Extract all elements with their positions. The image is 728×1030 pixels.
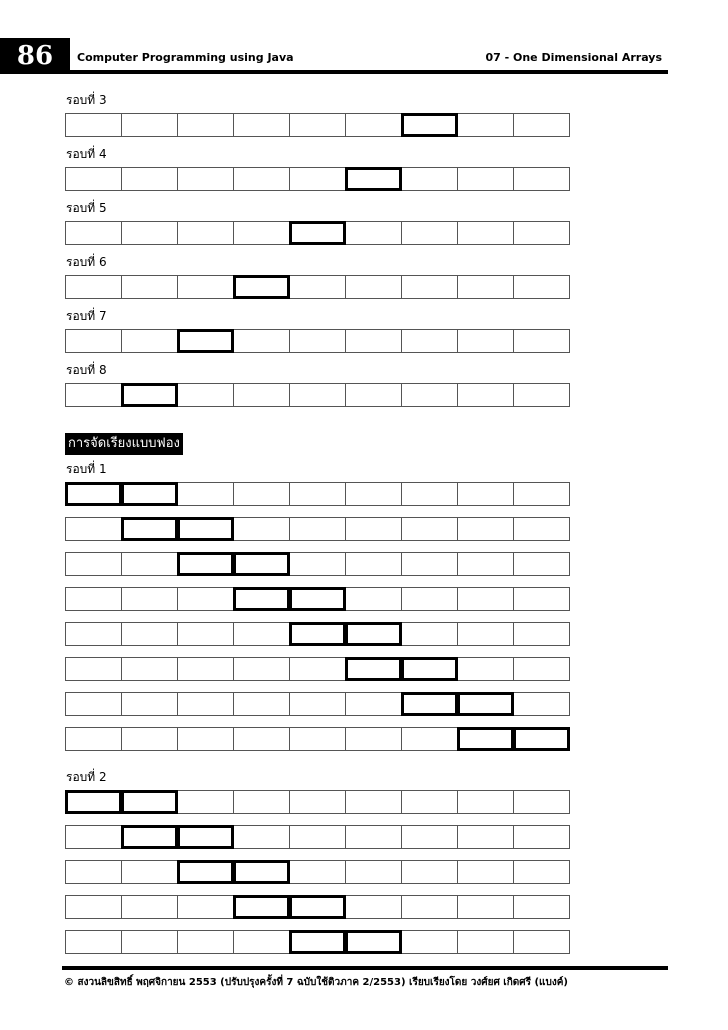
array-cell bbox=[457, 482, 514, 506]
array-cell-highlighted bbox=[457, 727, 514, 751]
array-cell bbox=[401, 517, 458, 541]
array-cell bbox=[457, 383, 514, 407]
array-cell-highlighted bbox=[345, 622, 402, 646]
array-row bbox=[65, 552, 570, 576]
array-cell bbox=[457, 622, 514, 646]
array-cell-highlighted bbox=[289, 221, 346, 245]
array-cell bbox=[121, 930, 178, 954]
array-cell bbox=[233, 383, 290, 407]
array-cell bbox=[345, 113, 402, 137]
array-cell-highlighted bbox=[121, 517, 178, 541]
round-label: รอบที่ 1 bbox=[66, 462, 107, 476]
array-cell bbox=[289, 517, 346, 541]
array-cell bbox=[177, 167, 234, 191]
array-cell bbox=[65, 587, 122, 611]
array-cell bbox=[345, 860, 402, 884]
array-cell bbox=[401, 275, 458, 299]
array-cell bbox=[65, 221, 122, 245]
array-cell bbox=[457, 825, 514, 849]
array-row bbox=[65, 930, 570, 954]
array-cell bbox=[233, 692, 290, 716]
array-cell bbox=[289, 825, 346, 849]
round-label: รอบที่ 6 bbox=[66, 255, 107, 269]
array-cell bbox=[233, 622, 290, 646]
array-cell bbox=[345, 825, 402, 849]
array-cell bbox=[289, 657, 346, 681]
array-row bbox=[65, 622, 570, 646]
array-cell bbox=[457, 860, 514, 884]
array-cell bbox=[65, 113, 122, 137]
array-cell bbox=[513, 825, 570, 849]
round-label: รอบที่ 4 bbox=[66, 147, 107, 161]
array-cell-highlighted bbox=[177, 860, 234, 884]
array-cell bbox=[345, 329, 402, 353]
array-row bbox=[65, 517, 570, 541]
array-cell bbox=[401, 221, 458, 245]
array-cell bbox=[177, 727, 234, 751]
array-cell bbox=[233, 727, 290, 751]
array-cell bbox=[121, 895, 178, 919]
round-label: รอบที่ 8 bbox=[66, 363, 107, 377]
array-cell-highlighted bbox=[177, 517, 234, 541]
array-cell bbox=[121, 657, 178, 681]
array-cell-highlighted bbox=[233, 895, 290, 919]
array-cell bbox=[401, 895, 458, 919]
array-cell bbox=[401, 790, 458, 814]
array-cell bbox=[513, 622, 570, 646]
array-cell bbox=[401, 825, 458, 849]
array-cell bbox=[513, 482, 570, 506]
header-rule bbox=[70, 70, 668, 74]
array-cell bbox=[177, 895, 234, 919]
array-cell bbox=[121, 221, 178, 245]
array-cell bbox=[513, 383, 570, 407]
array-cell bbox=[513, 692, 570, 716]
array-cell-highlighted bbox=[289, 587, 346, 611]
array-cell bbox=[289, 860, 346, 884]
array-cell bbox=[401, 727, 458, 751]
array-cell bbox=[121, 622, 178, 646]
array-row bbox=[65, 275, 570, 299]
array-cell bbox=[457, 895, 514, 919]
array-cell-highlighted bbox=[121, 825, 178, 849]
array-cell bbox=[65, 329, 122, 353]
array-cell-highlighted bbox=[289, 895, 346, 919]
array-cell bbox=[457, 113, 514, 137]
array-cell bbox=[177, 930, 234, 954]
array-row bbox=[65, 221, 570, 245]
array-cell-highlighted bbox=[401, 692, 458, 716]
array-cell bbox=[65, 692, 122, 716]
array-cell bbox=[289, 790, 346, 814]
footer-rule bbox=[62, 966, 668, 970]
header-chapter-title: 07 - One Dimensional Arrays bbox=[485, 51, 662, 64]
round-label: รอบที่ 7 bbox=[66, 309, 107, 323]
array-cell bbox=[457, 517, 514, 541]
array-cell bbox=[233, 517, 290, 541]
array-cell bbox=[233, 825, 290, 849]
array-cell bbox=[401, 329, 458, 353]
array-cell-highlighted bbox=[233, 275, 290, 299]
array-cell-highlighted bbox=[233, 587, 290, 611]
array-cell bbox=[345, 383, 402, 407]
array-cell bbox=[457, 552, 514, 576]
array-cell bbox=[233, 329, 290, 353]
array-cell bbox=[233, 930, 290, 954]
array-cell bbox=[177, 622, 234, 646]
array-cell bbox=[65, 860, 122, 884]
array-cell bbox=[513, 167, 570, 191]
array-cell bbox=[177, 275, 234, 299]
array-cell-highlighted bbox=[65, 482, 122, 506]
array-cell bbox=[65, 930, 122, 954]
array-cell-highlighted bbox=[513, 727, 570, 751]
array-cell bbox=[457, 167, 514, 191]
array-cell bbox=[345, 727, 402, 751]
array-cell bbox=[233, 482, 290, 506]
array-cell bbox=[289, 482, 346, 506]
array-cell bbox=[65, 895, 122, 919]
array-cell bbox=[289, 329, 346, 353]
array-row bbox=[65, 329, 570, 353]
array-cell bbox=[401, 622, 458, 646]
array-cell bbox=[65, 517, 122, 541]
array-cell bbox=[513, 275, 570, 299]
array-cell bbox=[121, 552, 178, 576]
array-cell bbox=[345, 221, 402, 245]
array-cell bbox=[345, 790, 402, 814]
array-cell bbox=[177, 113, 234, 137]
array-cell bbox=[289, 275, 346, 299]
array-row bbox=[65, 383, 570, 407]
array-cell bbox=[177, 587, 234, 611]
array-cell bbox=[233, 657, 290, 681]
array-cell-highlighted bbox=[233, 860, 290, 884]
array-cell bbox=[289, 727, 346, 751]
array-cell bbox=[513, 221, 570, 245]
round-label: รอบที่ 3 bbox=[66, 93, 107, 107]
footer-copyright: © สงวนลิขสิทธิ์ พฤศจิกายน 2553 (ปรับปรุงครั้งที่ 7 ฉบับใช้ติวภาค 2/2553) เรียบเรียงโดย วงศ์ยศ เกิดศรี (แบงค์) bbox=[64, 977, 568, 988]
array-cell bbox=[513, 552, 570, 576]
array-cell-highlighted bbox=[401, 113, 458, 137]
array-cell bbox=[345, 692, 402, 716]
array-cell bbox=[177, 657, 234, 681]
array-cell bbox=[121, 587, 178, 611]
array-cell bbox=[289, 552, 346, 576]
array-cell bbox=[513, 587, 570, 611]
round-label: รอบที่ 5 bbox=[66, 201, 107, 215]
array-cell-highlighted bbox=[177, 329, 234, 353]
array-row bbox=[65, 860, 570, 884]
array-cell-highlighted bbox=[345, 930, 402, 954]
array-cell bbox=[401, 167, 458, 191]
array-cell-highlighted bbox=[177, 825, 234, 849]
array-cell bbox=[65, 825, 122, 849]
array-cell bbox=[401, 860, 458, 884]
array-cell-highlighted bbox=[345, 657, 402, 681]
array-cell bbox=[121, 113, 178, 137]
array-cell-highlighted bbox=[177, 552, 234, 576]
round-label: รอบที่ 2 bbox=[66, 770, 107, 784]
array-row bbox=[65, 727, 570, 751]
array-cell-highlighted bbox=[121, 383, 178, 407]
array-cell bbox=[513, 860, 570, 884]
array-cell bbox=[289, 383, 346, 407]
array-row bbox=[65, 587, 570, 611]
array-cell bbox=[233, 221, 290, 245]
array-cell bbox=[513, 895, 570, 919]
array-cell bbox=[457, 657, 514, 681]
array-row bbox=[65, 482, 570, 506]
array-cell bbox=[345, 275, 402, 299]
array-cell bbox=[457, 930, 514, 954]
page-number: 86 bbox=[0, 38, 70, 74]
array-cell bbox=[121, 692, 178, 716]
array-row bbox=[65, 895, 570, 919]
array-cell bbox=[401, 482, 458, 506]
array-cell bbox=[401, 587, 458, 611]
array-cell bbox=[65, 622, 122, 646]
array-cell bbox=[289, 167, 346, 191]
array-cell bbox=[513, 930, 570, 954]
array-cell bbox=[177, 383, 234, 407]
array-cell-highlighted bbox=[65, 790, 122, 814]
array-cell-highlighted bbox=[121, 482, 178, 506]
array-cell bbox=[177, 482, 234, 506]
array-cell-highlighted bbox=[121, 790, 178, 814]
array-cell bbox=[121, 329, 178, 353]
array-cell bbox=[177, 790, 234, 814]
array-cell bbox=[513, 329, 570, 353]
array-row bbox=[65, 167, 570, 191]
array-cell bbox=[121, 275, 178, 299]
array-cell bbox=[513, 657, 570, 681]
array-row bbox=[65, 113, 570, 137]
array-cell bbox=[65, 727, 122, 751]
array-cell bbox=[457, 275, 514, 299]
section-title-bubble-sort: การจัดเรียงแบบฟอง bbox=[65, 433, 183, 455]
array-cell bbox=[401, 383, 458, 407]
array-row bbox=[65, 692, 570, 716]
array-cell-highlighted bbox=[457, 692, 514, 716]
array-cell bbox=[345, 517, 402, 541]
array-cell-highlighted bbox=[401, 657, 458, 681]
array-cell bbox=[177, 221, 234, 245]
array-cell bbox=[513, 790, 570, 814]
array-cell bbox=[457, 790, 514, 814]
array-cell bbox=[233, 790, 290, 814]
array-cell-highlighted bbox=[233, 552, 290, 576]
array-cell bbox=[65, 657, 122, 681]
array-cell-highlighted bbox=[289, 930, 346, 954]
array-cell bbox=[513, 113, 570, 137]
array-cell bbox=[121, 860, 178, 884]
array-cell bbox=[345, 895, 402, 919]
array-cell bbox=[233, 167, 290, 191]
array-cell bbox=[177, 692, 234, 716]
array-cell bbox=[401, 552, 458, 576]
array-cell bbox=[513, 517, 570, 541]
array-cell bbox=[457, 587, 514, 611]
array-cell bbox=[345, 587, 402, 611]
array-cell bbox=[345, 482, 402, 506]
array-cell bbox=[457, 221, 514, 245]
array-row bbox=[65, 825, 570, 849]
header-book-title: Computer Programming using Java bbox=[77, 51, 294, 64]
array-row bbox=[65, 657, 570, 681]
array-cell-highlighted bbox=[289, 622, 346, 646]
array-cell-highlighted bbox=[345, 167, 402, 191]
array-cell bbox=[121, 167, 178, 191]
array-cell bbox=[121, 727, 178, 751]
array-cell bbox=[289, 692, 346, 716]
array-cell bbox=[401, 930, 458, 954]
array-cell bbox=[233, 113, 290, 137]
array-cell bbox=[345, 552, 402, 576]
array-cell bbox=[65, 167, 122, 191]
array-cell bbox=[457, 329, 514, 353]
array-row bbox=[65, 790, 570, 814]
array-cell bbox=[289, 113, 346, 137]
array-cell bbox=[65, 383, 122, 407]
array-cell bbox=[65, 275, 122, 299]
array-cell bbox=[65, 552, 122, 576]
